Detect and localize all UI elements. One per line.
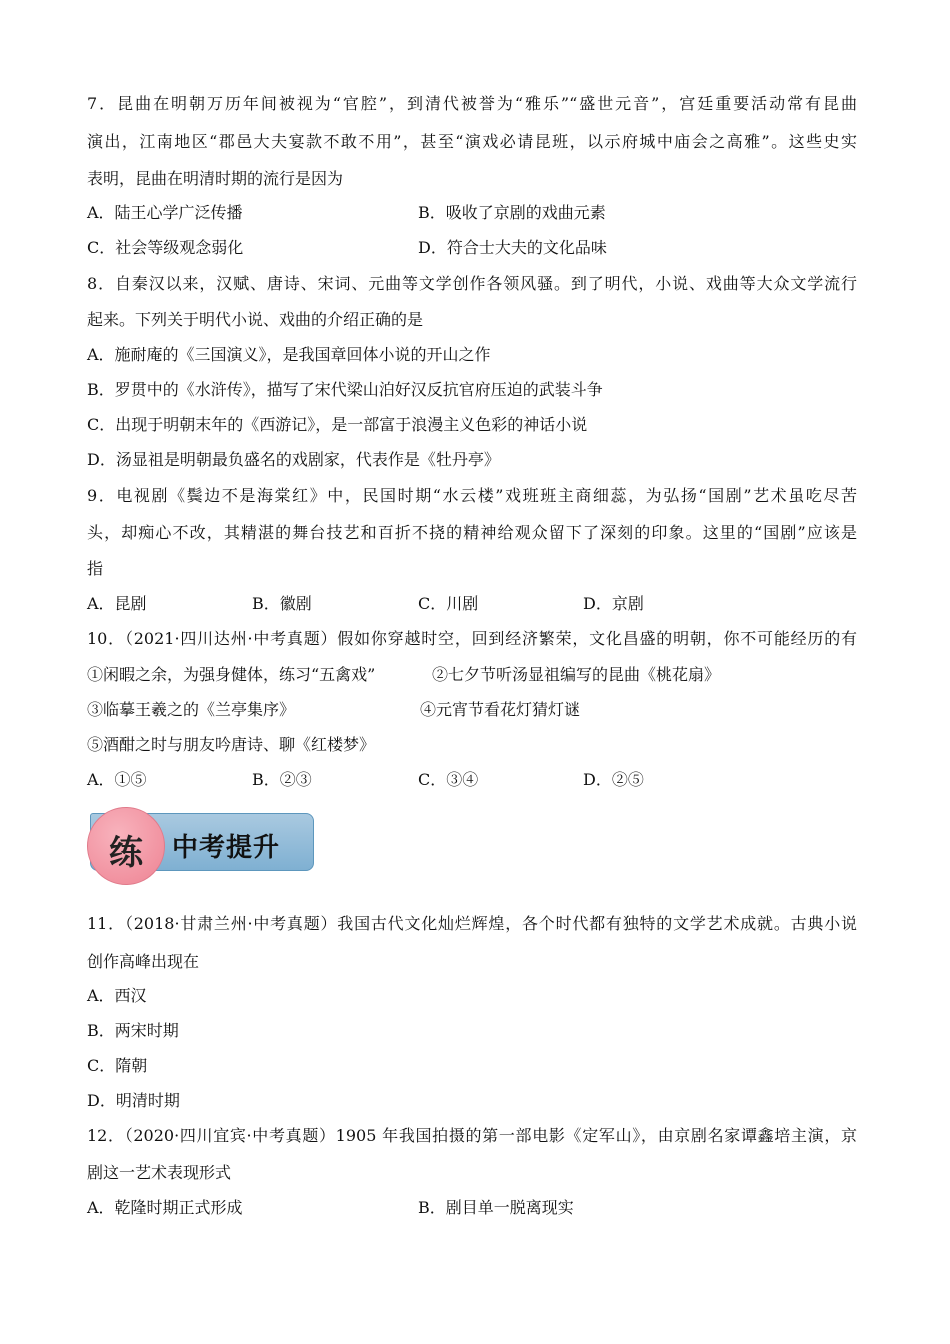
option-d: D．汤显祖是明朝最负盛名的戏剧家，代表作是《牡丹亭》 xyxy=(87,450,500,469)
question-text: 11．（2018·甘肃兰州·中考真题）我国古代文化灿烂辉煌，各个时代都有独特的文学艺术成就。古典小说 xyxy=(87,914,857,933)
option-a: A．陆王心学广泛传播 xyxy=(87,203,243,222)
question-text: 7．昆曲在明朝万历年间被视为“官腔”，到清代被誉为“雅乐”“盛世元音”，宫廷重要活动常有昆曲 xyxy=(87,94,857,113)
option-c: C．出现于明朝末年的《西游记》，是一部富于浪漫主义色彩的神话小说 xyxy=(87,415,588,434)
statement-2: ②七夕节听汤显祖编写的昆曲《桃花扇》 xyxy=(432,665,721,684)
question-text: 剧这一艺术表现形式 xyxy=(87,1163,232,1182)
option-d: D．符合士大夫的文化品味 xyxy=(418,238,607,257)
question-text: 8．自秦汉以来，汉赋、唐诗、宋词、元曲等文学创作各领风骚。到了明代，小说、戏曲等大众文学流行 xyxy=(87,274,857,293)
question-text: 10．（2021·四川达州·中考真题）假如你穿越时空，回到经济繁荣，文化昌盛的明朝，你不可能经历的有 xyxy=(87,629,857,648)
option-a: A．西汉 xyxy=(87,986,147,1005)
banner-badge xyxy=(87,807,165,885)
question-text: 演出，江南地区“郡邑大夫宴款不敢不用”，甚至“演戏必请昆班，以示府城中庙会之高雅”。这些史实 xyxy=(87,132,857,151)
question-text: 头，却痴心不改，其精湛的舞台技艺和百折不挠的精神给观众留下了深刻的印象。这里的“国剧”应该是 xyxy=(87,523,857,542)
option-b: B．②③ xyxy=(252,770,312,789)
option-c: C．③④ xyxy=(418,770,479,789)
question-text: 12．（2020·四川宜宾·中考真题）1905 年我国拍摄的第一部电影《定军山》，由京剧名家谭鑫培主演，京 xyxy=(87,1126,857,1145)
option-b: B．两宋时期 xyxy=(87,1021,179,1040)
option-a: A．施耐庵的《三国演义》，是我国章回体小说的开山之作 xyxy=(87,345,491,364)
option-a: A．①⑤ xyxy=(87,770,147,789)
statement-3: ③临摹王羲之的《兰亭集序》 xyxy=(87,700,296,719)
option-b: B．罗贯中的《水浒传》，描写了宋代梁山泊好汉反抗官府压迫的武装斗争 xyxy=(87,380,603,399)
question-text: 9．电视剧《鬓边不是海棠红》中，民国时期“水云楼”戏班班主商细蕊，为弘扬“国剧”艺术虽吃尽苦 xyxy=(87,486,857,505)
option-d: D．明清时期 xyxy=(87,1091,180,1110)
option-a: A．乾隆时期正式形成 xyxy=(87,1198,243,1217)
option-b: B．徽剧 xyxy=(252,594,312,613)
question-text: 起来。下列关于明代小说、戏曲的介绍正确的是 xyxy=(87,310,424,329)
badge-text: 练 xyxy=(109,833,143,873)
statement-4: ④元宵节看花灯猜灯谜 xyxy=(420,700,581,719)
question-text: 表明，昆曲在明清时期的流行是因为 xyxy=(87,169,344,188)
question-text: 创作高峰出现在 xyxy=(87,952,200,971)
option-c: C．社会等级观念弱化 xyxy=(87,238,244,257)
question-text: 指 xyxy=(87,559,104,578)
section-banner xyxy=(90,813,314,871)
option-c: C．川剧 xyxy=(418,594,479,613)
banner-title: 中考提升 xyxy=(172,833,281,863)
option-b: B．剧目单一脱离现实 xyxy=(418,1198,574,1217)
option-b: B．吸收了京剧的戏曲元素 xyxy=(418,203,606,222)
option-c: C．隋朝 xyxy=(87,1056,148,1075)
option-d: D．②⑤ xyxy=(583,770,644,789)
option-a: A．昆剧 xyxy=(87,594,147,613)
statement-1: ①闲暇之余，为强身健体，练习“五禽戏” xyxy=(87,665,376,684)
option-d: D．京剧 xyxy=(583,594,644,613)
statement-5: ⑤酒酣之时与朋友吟唐诗、聊《红楼梦》 xyxy=(87,735,376,754)
